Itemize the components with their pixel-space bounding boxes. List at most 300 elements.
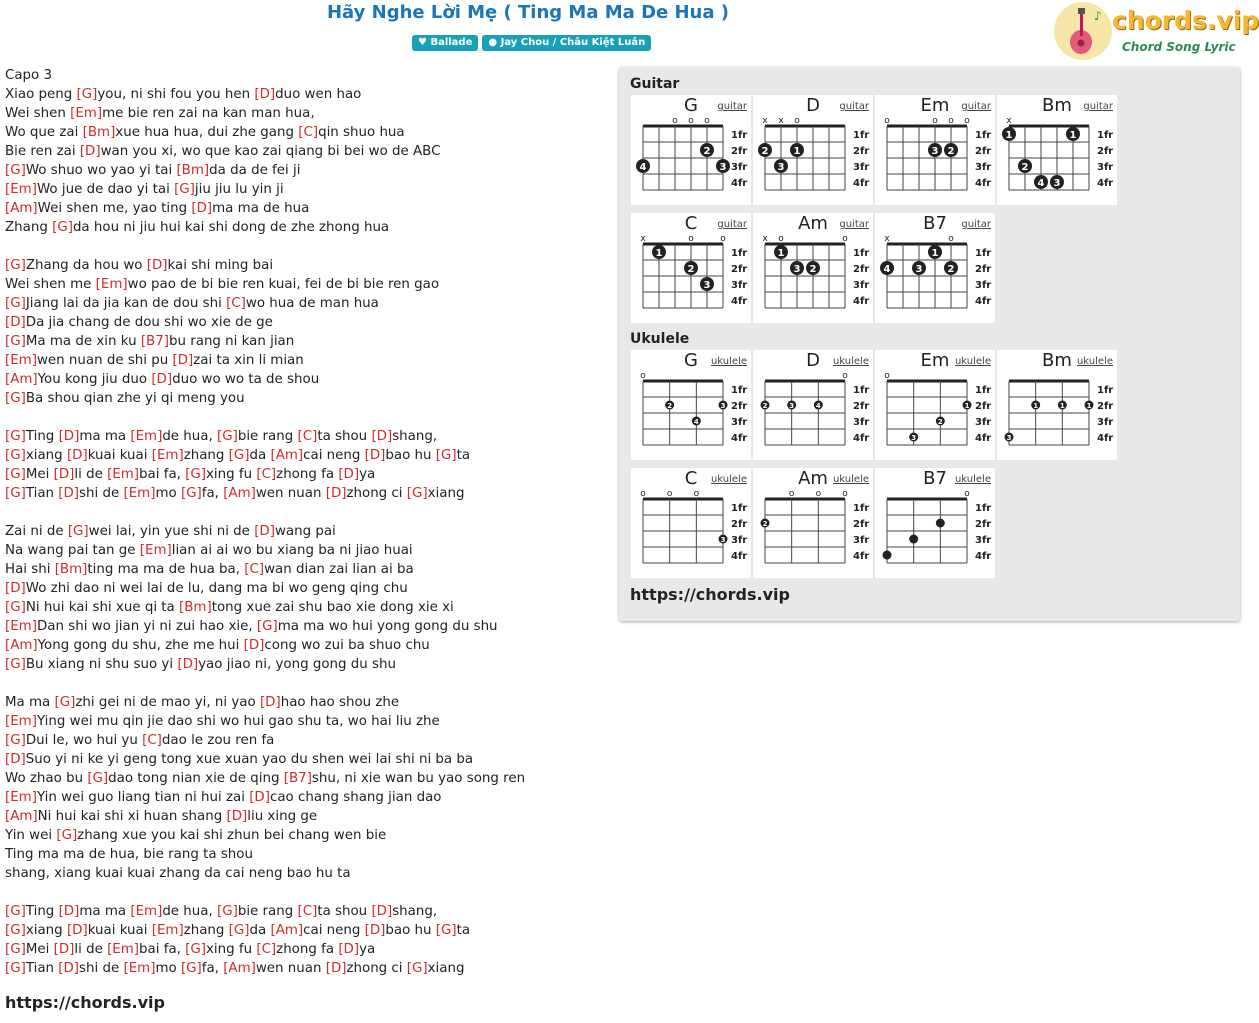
chord-name[interactable]: [G] — [5, 467, 26, 482]
lyric-text: jiu jiu lu yin ji — [194, 182, 284, 197]
guitar-section-label: Guitar — [630, 76, 680, 92]
lyric-text: Dan shi wo jian yi ni zui hao xie, — [36, 619, 257, 634]
chord-diagram-name: G — [684, 350, 698, 371]
chord-name[interactable]: [G] — [5, 391, 26, 406]
chord-name[interactable]: [G] — [256, 619, 278, 634]
finger-number: 1 — [964, 402, 970, 410]
chord-name[interactable]: [D] — [254, 524, 275, 539]
chord-name[interactable]: [G] — [180, 961, 202, 976]
chord-name[interactable]: [G] — [174, 182, 195, 197]
chord-name[interactable]: [G] — [76, 87, 98, 102]
fret-label: 3fr — [731, 280, 748, 291]
lyric-text: bu rang ni kan jian — [168, 334, 295, 349]
fret-label: 3fr — [975, 162, 992, 173]
chord-name[interactable]: [G] — [5, 904, 26, 919]
chord-name[interactable]: [Em] — [151, 448, 184, 463]
finger-number: 2 — [1021, 162, 1029, 173]
chord-name[interactable]: [D] — [58, 429, 80, 444]
chord-diagram-card[interactable] — [631, 468, 751, 578]
open-string-mark: o — [688, 116, 694, 126]
lyric-text: cong wo zui ba shuo chu — [264, 638, 430, 653]
fret-label: 3fr — [975, 280, 992, 291]
lyric-line — [5, 256, 525, 275]
lyric-text: zhang — [183, 448, 229, 463]
open-string-mark: o — [788, 489, 795, 499]
lyric-text: wen nuan de shi pu — [36, 353, 173, 368]
lyric-text: liu xing ge — [247, 809, 318, 824]
chord-diagram-name: C — [684, 213, 698, 234]
chord-name[interactable]: [G] — [217, 904, 238, 919]
fret-label: 4fr — [853, 551, 870, 562]
chord-name[interactable]: [G] — [5, 961, 26, 976]
chord-diagram-card[interactable] — [753, 350, 873, 460]
chord-name[interactable]: [D] — [249, 790, 270, 805]
finger-number: 1 — [777, 248, 785, 259]
lyric-text: bai fa, — [139, 942, 186, 957]
lyric-line — [5, 427, 525, 446]
finger-number: 1 — [1059, 402, 1065, 410]
lyric-line — [5, 940, 525, 959]
lyric-text: You kong jiu duo — [37, 372, 152, 387]
lyric-text: shi de — [79, 486, 124, 501]
fret-label: 1fr — [731, 503, 748, 514]
chord-name[interactable]: [Am] — [5, 638, 38, 653]
lyric-text: duo wen hao — [275, 87, 362, 102]
instrument-link[interactable]: ukulele — [832, 474, 869, 485]
muted-string-mark: x — [884, 234, 890, 244]
chord-diagram-card[interactable] — [875, 350, 995, 460]
instrument-link[interactable]: ukulele — [1076, 356, 1113, 367]
lyric-text: xing fu — [206, 942, 257, 957]
lyric-text: ta shou — [317, 429, 372, 444]
instrument-link[interactable]: guitar — [717, 219, 747, 230]
lyric-text: shu, ni xie wan bu yao song ren — [311, 771, 526, 786]
lyric-text: zhong ci — [346, 961, 407, 976]
chord-name[interactable]: [D] — [243, 638, 265, 653]
fret-label: 1fr — [975, 503, 992, 514]
chord-name[interactable]: [D] — [325, 961, 347, 976]
chord-name[interactable]: [C] — [297, 429, 318, 444]
chord-name[interactable]: [Am] — [5, 809, 38, 824]
lyric-text: ya — [359, 942, 376, 957]
footer-url[interactable]: https://chords.vip — [5, 993, 165, 1012]
lyric-text: Ma ma — [5, 695, 55, 710]
lyric-line — [5, 180, 525, 199]
chord-name[interactable]: [D] — [338, 467, 360, 482]
chord-name[interactable]: [C] — [226, 296, 246, 311]
chord-name[interactable]: [D] — [191, 201, 213, 216]
fret-label: 4fr — [853, 433, 870, 444]
lyric-text: de hua, — [162, 904, 217, 919]
lyric-text: Da jia chang de dou shi wo xie de ge — [25, 315, 273, 330]
chord-name[interactable]: [Em] — [107, 942, 140, 957]
instrument-link[interactable]: guitar — [839, 101, 869, 112]
chord-name[interactable]: [Em] — [130, 429, 163, 444]
chord-name[interactable]: [Em] — [130, 904, 163, 919]
chord-name[interactable]: [C] — [256, 942, 277, 957]
chord-name[interactable]: [D] — [364, 923, 386, 938]
chord-name[interactable]: [Em] — [5, 353, 37, 368]
chord-name[interactable]: [G] — [5, 163, 26, 178]
finger-number: 3 — [719, 162, 727, 173]
chord-name[interactable]: [G] — [435, 923, 457, 938]
chord-diagram-card[interactable] — [753, 95, 873, 205]
chord-name[interactable]: [Am] — [223, 961, 256, 976]
lyric-text: shang, — [392, 429, 438, 444]
finger-number: 3 — [1053, 178, 1061, 189]
fret-label: 2fr — [853, 146, 870, 157]
lyric-line — [5, 294, 525, 313]
chord-name[interactable]: [D] — [371, 904, 393, 919]
lyric-text: Ting ma ma de hua, bie rang ta shou — [5, 847, 253, 862]
chord-name[interactable]: [D] — [259, 695, 281, 710]
chord-name[interactable]: [G] — [185, 467, 206, 482]
finger-number: 3 — [793, 264, 801, 275]
lyric-line — [5, 275, 525, 294]
panel-url[interactable]: https://chords.vip — [630, 585, 790, 604]
chord-name[interactable]: [D] — [371, 429, 393, 444]
finger-number: 2 — [703, 146, 711, 157]
chord-diagram-name: Em — [920, 350, 950, 371]
lyric-text: kuai kuai — [87, 923, 152, 938]
lyric-line — [5, 921, 525, 940]
chord-name[interactable]: [G] — [228, 448, 250, 463]
finger-number: 2 — [809, 264, 817, 275]
chord-name[interactable]: [G] — [5, 448, 26, 463]
chord-name[interactable]: [C] — [142, 733, 162, 748]
chord-name[interactable]: [G] — [87, 771, 109, 786]
chord-name[interactable]: [D] — [151, 372, 173, 387]
fret-label: 1fr — [853, 248, 870, 259]
fret-label: 1fr — [853, 130, 870, 141]
fret-label: 2fr — [853, 519, 870, 530]
chord-name[interactable]: [Em] — [107, 467, 140, 482]
muted-string-mark: x — [762, 234, 768, 244]
user-icon: ● — [488, 37, 498, 48]
muted-string-mark: x — [640, 234, 646, 244]
instrument-link[interactable]: ukulele — [954, 474, 991, 485]
chord-name[interactable]: [Bm] — [82, 125, 116, 140]
open-string-mark: o — [672, 116, 678, 126]
chord-name[interactable]: [G] — [228, 923, 250, 938]
lyric-line — [5, 731, 525, 750]
chord-name[interactable]: [D] — [146, 258, 168, 273]
lyric-text: shang, — [392, 904, 438, 919]
finger-number: 2 — [947, 264, 955, 275]
chord-name[interactable]: [D] — [325, 486, 347, 501]
chord-name[interactable]: [Em] — [123, 486, 156, 501]
lyric-text: zhi gei ni de mao yi, ni yao — [75, 695, 260, 710]
finger-dot — [883, 551, 892, 560]
chord-name[interactable]: [D] — [226, 809, 248, 824]
tag-list — [412, 35, 651, 51]
lyric-text: mo — [155, 486, 181, 501]
open-string-mark: o — [693, 489, 700, 499]
logo-subtitle: Chord Song Lyric — [1122, 40, 1236, 54]
open-string-mark: o — [794, 116, 800, 126]
instrument-link[interactable]: guitar — [1083, 101, 1113, 112]
chord-name[interactable]: [D] — [5, 752, 26, 767]
lyric-text: wan dian zai lian ai ba — [264, 562, 414, 577]
lyric-text: wei lai, yin yue shi ni de — [88, 524, 255, 539]
chord-name[interactable]: [C] — [256, 467, 277, 482]
tag-label: Jay Chou / Châu Kiệt Luân — [500, 37, 646, 48]
fret-label: 4fr — [731, 296, 748, 307]
chord-name[interactable]: [D] — [58, 486, 80, 501]
chord-name[interactable]: [G] — [180, 486, 202, 501]
lyric-line — [5, 313, 525, 332]
chord-name[interactable]: [D] — [53, 942, 75, 957]
fret-label: 1fr — [853, 503, 870, 514]
lyric-text: Ni hui kai shi xi huan shang — [37, 809, 227, 824]
lyric-text: Bu xiang ni shu suo yi — [25, 657, 178, 672]
instrument-link[interactable]: ukulele — [710, 474, 747, 485]
chord-diagram-card[interactable] — [631, 350, 751, 460]
chord-name[interactable]: [D] — [5, 581, 26, 596]
guitar-logo-icon — [1054, 2, 1112, 60]
chord-panel — [619, 67, 1240, 621]
chord-name[interactable]: [G] — [5, 429, 26, 444]
lyric-text: Mei — [25, 467, 54, 482]
finger-number: 3 — [915, 264, 923, 275]
lyric-text: Yong gong du shu, zhe me hui — [37, 638, 244, 653]
lyric-text: hao hao shou zhe — [280, 695, 400, 710]
fret-label: 3fr — [853, 417, 870, 428]
finger-number: 3 — [911, 434, 917, 442]
chord-name[interactable]: [Em] — [139, 543, 172, 558]
chord-name[interactable]: [D] — [254, 87, 276, 102]
chord-name[interactable]: [Em] — [70, 106, 103, 121]
chord-name[interactable]: [G] — [406, 961, 428, 976]
open-string-mark: o — [778, 234, 784, 244]
chord-name[interactable]: [Em] — [5, 619, 37, 634]
instrument-link[interactable]: ukulele — [954, 356, 991, 367]
fret-label: 2fr — [731, 519, 748, 530]
chord-name[interactable]: [G] — [67, 524, 89, 539]
chord-name[interactable]: [G] — [52, 220, 73, 235]
lyric-text: Yin wei guo liang tian ni hui zai — [36, 790, 250, 805]
chord-name[interactable]: [Em] — [5, 714, 37, 729]
lyric-text: li de — [74, 467, 108, 482]
muted-string-mark: x — [1006, 116, 1012, 126]
chord-name[interactable]: [G] — [5, 657, 26, 672]
chord-diagram-card[interactable] — [753, 213, 873, 323]
chord-name[interactable]: [D] — [53, 467, 75, 482]
chord-name[interactable]: [D] — [79, 144, 101, 159]
lyric-line — [5, 142, 525, 161]
lyric-text: tong xue zai shu bao xie dong xie xi — [211, 600, 454, 615]
chord-name[interactable]: [G] — [406, 486, 428, 501]
lyric-text: bai fa, — [139, 467, 186, 482]
open-string-mark: o — [688, 234, 694, 244]
finger-number: 3 — [777, 162, 785, 173]
chord-name[interactable]: [C] — [244, 562, 265, 577]
muted-string-mark: x — [778, 116, 784, 126]
chord-diagram-card[interactable] — [631, 213, 751, 323]
finger-dot — [909, 535, 918, 544]
instrument-link[interactable]: guitar — [717, 101, 747, 112]
chord-name[interactable]: [G] — [217, 429, 238, 444]
fret-label: 2fr — [853, 264, 870, 275]
lyric-line — [5, 66, 525, 85]
chord-name[interactable]: [G] — [185, 942, 206, 957]
lyric-line — [5, 218, 525, 237]
chord-name[interactable]: [G] — [5, 258, 26, 273]
chord-diagram-card[interactable] — [997, 95, 1117, 205]
lyric-text: Capo 3 — [5, 68, 53, 83]
instrument-link[interactable]: ukulele — [832, 356, 869, 367]
chord-name[interactable]: [G] — [435, 448, 457, 463]
open-string-mark: o — [884, 116, 890, 126]
lyric-line — [5, 579, 525, 598]
finger-number: 2 — [762, 520, 768, 528]
chord-diagram-name: Am — [798, 468, 828, 489]
lyric-text: wang pai — [274, 524, 336, 539]
chord-name[interactable]: [G] — [5, 334, 26, 349]
chord-diagram-card[interactable] — [997, 350, 1117, 460]
artist-tag[interactable] — [482, 35, 651, 51]
lyric-text: ta — [456, 448, 471, 463]
chord-name[interactable]: [G] — [5, 942, 26, 957]
chord-name[interactable]: [Am] — [5, 201, 38, 216]
chord-name[interactable]: [Bm] — [176, 163, 210, 178]
lyric-text: xing fu — [206, 467, 257, 482]
lyric-text: zhang xue you kai shi zhun bei chang wen bie — [77, 828, 387, 843]
instrument-link[interactable]: ukulele — [710, 356, 747, 367]
lyric-text: zhang — [183, 923, 229, 938]
chord-name[interactable]: [D] — [5, 315, 26, 330]
lyric-text: me bie ren zai na kan man hua, — [102, 106, 315, 121]
lyric-line — [5, 332, 525, 351]
fret-label: 2fr — [975, 146, 992, 157]
chord-name[interactable]: [Am] — [5, 372, 38, 387]
instrument-link[interactable]: guitar — [839, 219, 869, 230]
lyric-text: Zhang — [5, 220, 53, 235]
genre-tag[interactable] — [412, 35, 478, 51]
lyric-text: ma ma — [79, 904, 131, 919]
finger-number: 1 — [655, 248, 663, 259]
lyric-text: Ni hui kai shi xue qi ta — [25, 600, 180, 615]
fret-label: 3fr — [975, 535, 992, 546]
chord-name[interactable]: [Em] — [123, 961, 156, 976]
fret-label: 2fr — [731, 146, 748, 157]
chord-name[interactable]: [D] — [66, 923, 88, 938]
ukulele-section-label: Ukulele — [630, 331, 690, 347]
lyric-line — [5, 503, 525, 522]
chord-diagram-card[interactable] — [875, 213, 995, 323]
chord-name[interactable]: [Em] — [5, 790, 37, 805]
chord-name[interactable]: [Am] — [223, 486, 256, 501]
lyric-text: Mei — [25, 942, 54, 957]
chord-diagram-card[interactable] — [753, 468, 873, 578]
chord-name[interactable]: [D] — [364, 448, 386, 463]
chord-diagram-card[interactable] — [875, 468, 995, 578]
lyric-line — [5, 237, 525, 256]
lyric-line — [5, 370, 525, 389]
fret-label: 1fr — [975, 130, 992, 141]
chord-name[interactable]: [D] — [58, 904, 80, 919]
chord-diagram-name: Em — [920, 95, 950, 116]
lyric-text: wo pao de bi bie ren kuai, fei de bi bie ren gao — [127, 277, 440, 292]
finger-number: 3 — [1006, 434, 1012, 442]
fret-label: 3fr — [975, 417, 992, 428]
chord-name[interactable]: [C] — [297, 904, 318, 919]
lyric-line — [5, 883, 525, 902]
lyric-text: Wo zhao bu — [5, 771, 88, 786]
chord-name[interactable]: [G] — [56, 828, 78, 843]
fret-label: 3fr — [731, 162, 748, 173]
chord-name[interactable]: [C] — [298, 125, 319, 140]
fret-label: 3fr — [1097, 162, 1114, 173]
chord-name[interactable]: [G] — [5, 296, 26, 311]
lyric-text: xiang — [25, 923, 67, 938]
chord-name[interactable]: [D] — [338, 942, 360, 957]
lyric-text: lian ai ai wo bu xiang ba ni jiao huai — [171, 543, 413, 558]
lyric-line — [5, 636, 525, 655]
lyric-text: Dui le, wo hui yu — [25, 733, 143, 748]
chord-diagram-name: Bm — [1042, 95, 1072, 116]
tag-label: Ballade — [430, 37, 473, 48]
open-string-mark: o — [815, 489, 822, 499]
lyric-text: xiang — [427, 486, 465, 501]
chord-name[interactable]: [Bm] — [179, 600, 212, 615]
chord-name[interactable]: [Em] — [151, 923, 184, 938]
finger-number: 2 — [947, 146, 955, 157]
chord-name[interactable]: [D] — [177, 657, 199, 672]
instrument-link[interactable]: guitar — [961, 219, 991, 230]
chord-diagram-card[interactable] — [875, 95, 995, 205]
lyric-text: duo wo wo ta de shou — [172, 372, 320, 387]
lyric-line — [5, 845, 525, 864]
lyric-line — [5, 199, 525, 218]
chord-name[interactable]: [D] — [66, 448, 88, 463]
chord-name[interactable]: [Em] — [95, 277, 128, 292]
lyric-text: Wo zhi dao ni wei lai de lu, dang ma bi wo geng qing chu — [25, 581, 408, 596]
chord-name[interactable]: [D] — [172, 353, 194, 368]
finger-dot — [936, 519, 945, 528]
lyric-text: Wo shuo wo yao yi tai — [25, 163, 177, 178]
chord-name[interactable]: [Am] — [270, 923, 304, 938]
chord-diagram-card[interactable] — [631, 95, 751, 205]
chord-name[interactable]: [Em] — [5, 182, 37, 197]
lyric-text: da da de fei ji — [209, 163, 301, 178]
instrument-link[interactable]: guitar — [961, 101, 991, 112]
fret-label: 1fr — [975, 248, 992, 259]
fret-label: 3fr — [853, 280, 870, 291]
chord-name[interactable]: [G] — [5, 600, 26, 615]
chord-name[interactable]: [Am] — [270, 448, 304, 463]
chord-name[interactable]: [G] — [54, 695, 76, 710]
fret-label: 4fr — [975, 178, 992, 189]
open-string-mark: o — [948, 116, 954, 126]
finger-number: 4 — [1037, 178, 1045, 189]
chord-name[interactable]: [B7] — [140, 334, 169, 349]
chord-diagram-name: D — [806, 95, 820, 116]
chord-name[interactable]: [Bm] — [54, 562, 88, 577]
finger-number: 3 — [720, 536, 726, 544]
chord-name[interactable]: [D] — [58, 961, 80, 976]
chord-name[interactable]: [G] — [5, 733, 26, 748]
chord-name[interactable]: [G] — [5, 923, 26, 938]
site-logo[interactable] — [1054, 2, 1259, 62]
lyric-text: Na wang pai tan ge — [5, 543, 140, 558]
chord-name[interactable]: [B7] — [283, 771, 312, 786]
chord-name[interactable]: [G] — [5, 486, 26, 501]
finger-number: 2 — [937, 418, 943, 426]
lyric-text: shang, xiang kuai kuai zhang da cai neng bao hu ta — [5, 866, 351, 881]
lyric-text: bie rang — [237, 429, 298, 444]
fret-label: 1fr — [1097, 385, 1114, 396]
